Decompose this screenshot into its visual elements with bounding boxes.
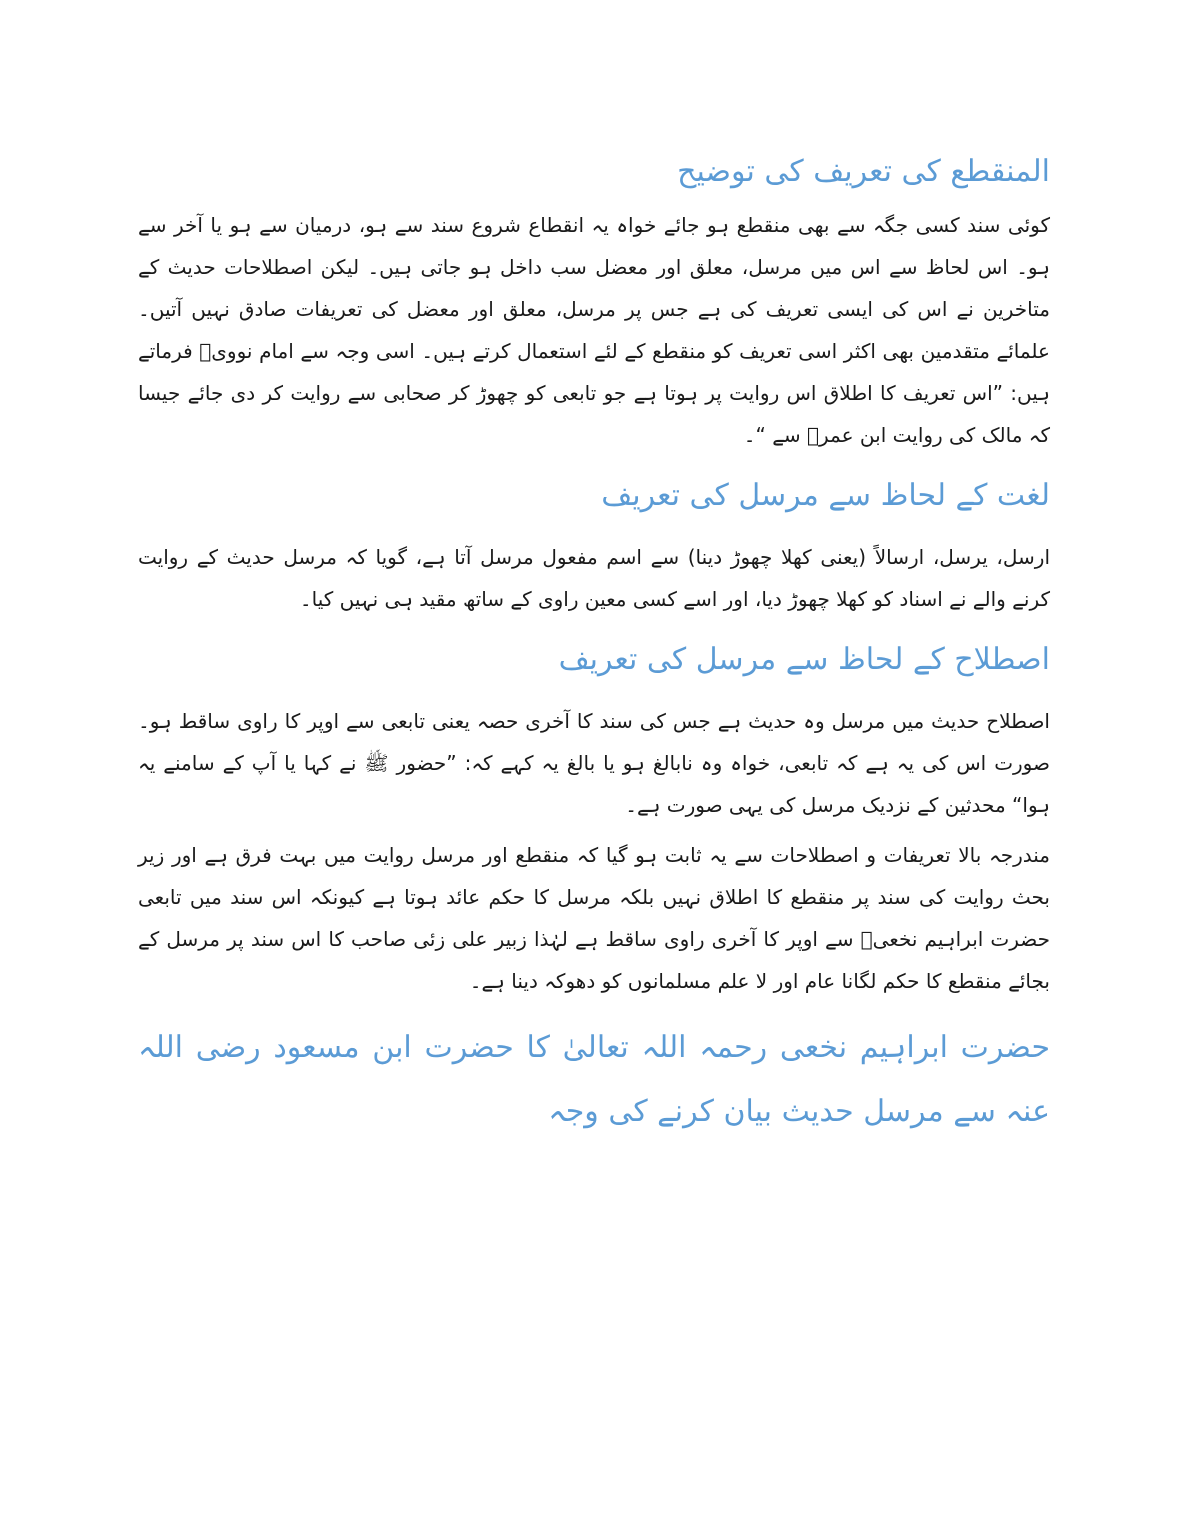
paragraph-mursal-lughat: ارسل، یرسل، ارسالاً (یعنی کھلا چھوڑ دینا) سے اسم مفعول مرسل آتا ہے، گویا کہ مرسل حدیث کے روایت کرنے والے نے اسناد کو کھلا چھوڑ دیا، اور اسے کسی معین راوی کے ساتھ مقید ہی نہیں کیا۔ [138,545,1050,611]
paragraph-mursal-istilah: اصطلاح حدیث میں مرسل وہ حدیث ہے جس کی سند کا آخری حصہ یعنی تابعی سے اوپر کا راوی ساقط ہو۔ صورت اس کی یہ ہے کہ تابعی، خواہ وہ نابالغ ہو یا بالغ یہ کہے کہ: ”حضور ﷺ نے کہا یا آپ کے سامنے یہ ہوا“ محدثین کے نزدیک مرسل کی یہی صورت ہے۔ [138,709,1050,817]
paragraph-munqati-explanation: کوئی سند کسی جگہ سے بھی منقطع ہو جائے خواہ یہ انقطاع شروع سند سے ہو، درمیان سے ہو یا آخر سے ہو۔ اس لحاظ سے اس میں مرسل، معلق اور معضل سب داخل ہو جاتی ہیں۔ لیکن اصطلاحات حدیث کے متاخرین نے اس کی ایسی تعریف کی ہے جس پر مرسل، معلق اور معضل کی تعریفات صادق نہیں آتیں۔ علمائے متقدمین بھی اکثر اسی تعریف کو منقطع کے لئے استعمال کرتے ہیں۔ اسی وجہ سے امام نوویؒ فرماتے ہیں: ”اس تعریف کا اطلاق اس روایت پر ہوتا ہے جو تابعی کو چھوڑ کر صحابی سے روایت کر دی جائے جیسا کہ مالک کی روایت ابن عمرؓ سے “۔ [138,213,1050,447]
section-heading-munqati-definition: المنقطع کی تعریف کی توضیح [677,154,1050,189]
final-heading: حضرت ابراہیم نخعی رحمہ اللہ تعالیٰ کا حضرت ابن مسعود رضی اللہ عنہ سے مرسل حدیث بیان کرنے کی وجہ [138,1030,1050,1129]
document-page [138,140,1050,1144]
paragraph-conclusion: مندرجہ بالا تعریفات و اصطلاحات سے یہ ثابت ہو گیا کہ منقطع اور مرسل روایت میں بہت فرق ہے اور زیر بحث روایت کی سند پر منقطع کا اطلاق نہیں بلکہ مرسل کا حکم عائد ہوتا ہے کیونکہ اس سند میں تابعی حضرت ابراہیم نخعیؒ سے اوپر کا آخری راوی ساقط ہے لہٰذا زبیر علی زئی صاحب کا اس سند پر مرسل کے بجائے منقطع کا حکم لگانا عام اور لا علم مسلمانوں کو دھوکہ دینا ہے۔ [138,843,1050,993]
section-heading-mursal-istilah: اصطلاح کے لحاظ سے مرسل کی تعریف [558,642,1050,677]
section-heading-mursal-lughat: لغت کے لحاظ سے مرسل کی تعریف [601,478,1050,513]
